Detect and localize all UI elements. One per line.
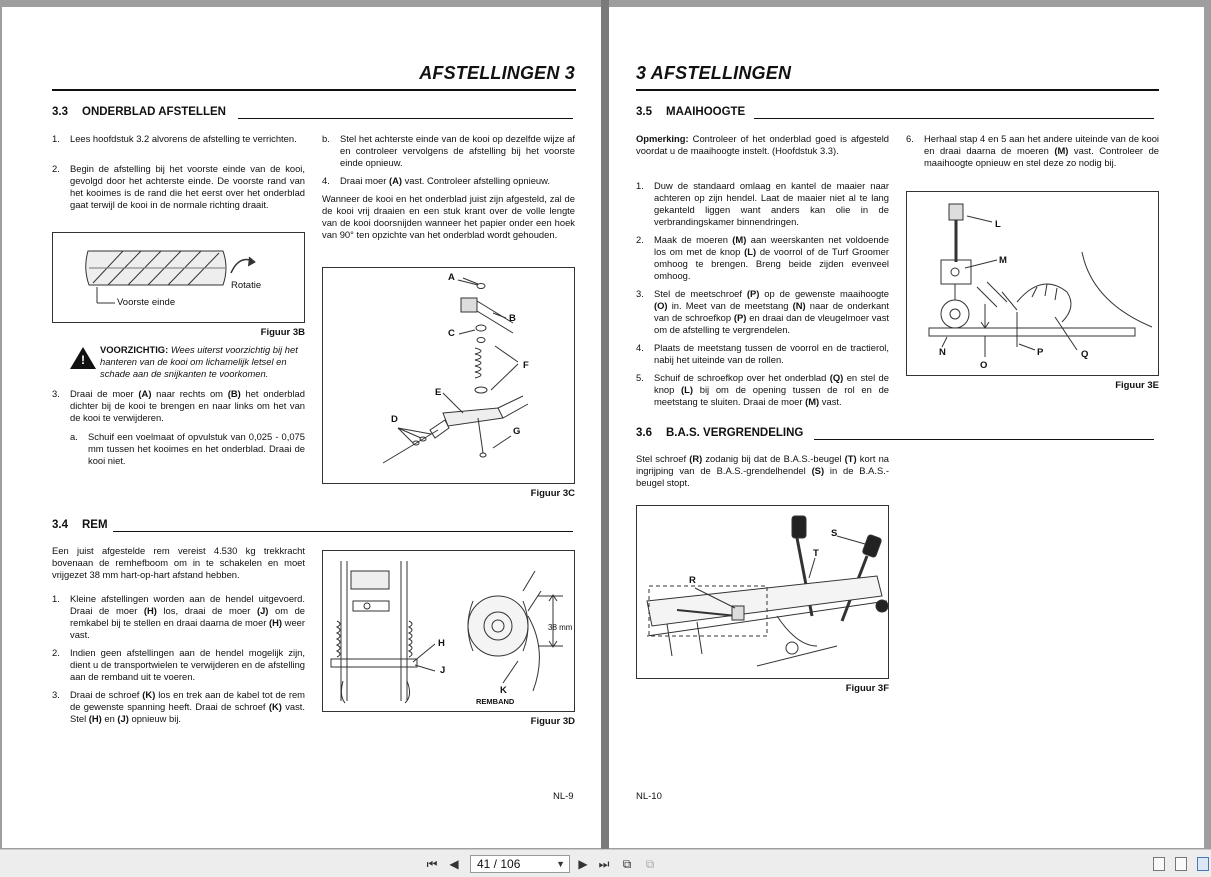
label-front-end: Voorste einde bbox=[117, 297, 176, 308]
fit-page-icon[interactable]: ⧉ bbox=[645, 857, 655, 871]
label-rotation: Rotatie bbox=[231, 280, 262, 291]
label-s: S bbox=[831, 528, 838, 539]
header-rule bbox=[52, 89, 576, 91]
page-gutter bbox=[601, 0, 609, 849]
figure-caption: Figuur 3B bbox=[260, 327, 305, 338]
figure-caption: Figuur 3F bbox=[845, 683, 889, 694]
label-e: E bbox=[435, 387, 442, 398]
list-item: 2. Indien geen afstellingen aan de hendel mogelijk zijn, dient u de transportwielen te verwijderen en de afstelling aan de remband uit te voeren. bbox=[52, 647, 305, 682]
label-a: A bbox=[448, 272, 455, 283]
list-item: 2. Begin de afstelling bij het voorste einde van de kooi, gevolgd door het achterste einde. De voorste rand van het kooimes is de rand die het eerst over het onderblad gaat terwijl de kooi in de normale richting draait. bbox=[52, 163, 305, 210]
label-b: B bbox=[509, 313, 516, 324]
viewer-toolbar bbox=[0, 849, 1211, 877]
label-f: F bbox=[523, 360, 529, 371]
header-rule bbox=[636, 89, 1159, 91]
figure-3d bbox=[322, 550, 575, 712]
page-right bbox=[609, 7, 1204, 848]
figure-3e bbox=[906, 191, 1159, 376]
label-g: G bbox=[513, 426, 521, 437]
section-3-3-heading: 3.3 ONDERBLAD AFSTELLEN bbox=[52, 106, 226, 118]
label-p: P bbox=[1037, 347, 1044, 358]
paragraph: Stel schroef (R) zodanig bij dat de B.A.S.-beugel (T) kort na ingrijping van de B.A.S.-grendelhendel (S) in de B.A.S.-beugel stopt. bbox=[636, 453, 890, 488]
section-rule bbox=[814, 439, 1154, 440]
list-item: 3. Draai de moer (A) naar rechts om (B) het onderblad dichter bij de kooi te brengen en naar links om het van de kooi te verwijderen. bbox=[52, 388, 305, 423]
list-item: 1. Lees hoofdstuk 3.2 alvorens de afstelling te verrichten. bbox=[52, 133, 297, 144]
page-number-input[interactable]: 41 / 106 ▼ bbox=[470, 855, 570, 873]
list-item: 2. Maak de moeren (M) aan weerskanten net voldoende los om met de knop (L) de voorrol of de Turf Groomer omhoog te brengen. Breng beide zijden evenveel omhoog. bbox=[636, 234, 889, 281]
previous-page-icon[interactable]: ◀ bbox=[449, 857, 459, 871]
section-rule bbox=[113, 531, 573, 532]
figure-caption: Figuur 3C bbox=[530, 488, 575, 499]
single-page-view-icon[interactable] bbox=[1153, 857, 1165, 871]
last-page-icon[interactable]: ⏭ bbox=[598, 857, 610, 871]
list-item: a. Schuif een voelmaat of opvulstuk van 0,025 - 0,075 mm tussen het kooimes en het onderblad. Draai de kooi niet. bbox=[70, 431, 305, 466]
page-header: AFSTELLINGEN 3 bbox=[419, 63, 575, 83]
list-item: 6. Herhaal stap 4 en 5 aan het andere uiteinde van de kooi en draai daarna de moeren (M) vast. Controleer de maaihoogte opnieuw en stel deze zo nodig bij. bbox=[906, 133, 1159, 168]
page-number: NL-10 bbox=[636, 791, 662, 802]
label-l: L bbox=[995, 219, 1001, 230]
label-j: J bbox=[440, 665, 446, 676]
paragraph: Een juist afgestelde rem vereist 4.530 kg trekkracht bovenaan de remhefboom om in te schakelen en moet vrijgezet 38 mm hart-op-hart afstand hebben. bbox=[52, 545, 305, 580]
bedknife-adjuster-illustration bbox=[323, 268, 574, 483]
label-d: D bbox=[391, 414, 398, 425]
label-q: Q bbox=[1081, 349, 1089, 360]
page-header: 3 AFSTELLINGEN bbox=[636, 63, 792, 83]
caution-notice: ! VOORZICHTIG: Wees uiterst voorzichtig bij het hanteren van de kooi om lichamelijk letsel en schade aan de snijkanten te voorkomen. bbox=[70, 344, 305, 380]
list-item: 4. Plaats de meetstang tussen de voorrol en de tractierol, nabij het uiteinde van de rollen. bbox=[636, 342, 889, 365]
label-t: T bbox=[813, 548, 819, 559]
next-page-icon[interactable]: ▶ bbox=[578, 857, 588, 871]
label-brake-band: REMBAND bbox=[476, 697, 515, 706]
continuous-view-icon[interactable] bbox=[1175, 857, 1187, 871]
list-item: 3. Draai de schroef (K) los en trek aan de kabel tot de rem de gewenste spanning heeft. Draai de schroef (K) vast. Stel (H) en (J) opnieuw bij. bbox=[52, 689, 305, 724]
list-item: 5. Schuif de schroefkop over het onderblad (Q) en stel de knop (L) bij om de opening tussen de rol en de meetstang te sluiten. Draai de moer (M) vast. bbox=[636, 372, 889, 407]
list-item: b. Stel het achterste einde van de kooi op dezelfde wijze af en controleer vervolgens de afstelling bij het voorste einde opnieuw. bbox=[322, 133, 575, 168]
section-3-5-heading: 3.5 MAAIHOOGTE bbox=[636, 106, 746, 118]
first-page-icon[interactable]: ⏮ bbox=[426, 857, 438, 871]
label-o: O bbox=[980, 360, 988, 371]
label-k: K bbox=[500, 685, 507, 696]
section-rule bbox=[238, 118, 573, 119]
label-h: H bbox=[438, 638, 445, 649]
label-r: R bbox=[689, 575, 696, 586]
bas-latch-illustration bbox=[637, 506, 888, 678]
section-rule bbox=[754, 118, 1154, 119]
note-paragraph: Opmerking: Controleer of het onderblad goed is afgesteld voordat u de maaihoogte instelt. (Hoofdstuk 3.3). bbox=[636, 133, 889, 156]
list-item: 4. Draai moer (A) vast. Controleer afstelling opnieuw. bbox=[322, 175, 550, 186]
reel-illustration bbox=[53, 233, 304, 322]
figure-3b bbox=[52, 232, 305, 323]
section-3-4-heading: 3.4 REM bbox=[52, 519, 108, 531]
paragraph: Wanneer de kooi en het onderblad juist zijn afgesteld, zal de de kooi vrij draaien en een stuk krant over de volle lengte van de kooi doorsnijden wanneer het papier onder een hoek van 90° ten opzichte van het onderblad wordt gehouden. bbox=[322, 193, 575, 240]
page-left bbox=[2, 7, 601, 848]
figure-3f bbox=[636, 505, 889, 679]
label-38mm: 38 mm bbox=[548, 623, 573, 632]
section-3-6-heading: 3.6 B.A.S. VERGRENDELING bbox=[636, 427, 804, 439]
figure-3c bbox=[322, 267, 575, 484]
list-item: 3. Stel de meetschroef (P) op de gewenste maaihoogte (O) in. Meet van de meetstang (N) naar de onderkant van de schroefkop (P) en draai dan de vleugelmoer vast om de afstelling te vergrendelen. bbox=[636, 288, 890, 335]
page-number: NL-9 bbox=[553, 791, 574, 802]
brake-illustration bbox=[323, 551, 574, 711]
label-n: N bbox=[939, 347, 946, 358]
figure-caption: Figuur 3E bbox=[1115, 380, 1159, 391]
label-c: C bbox=[448, 328, 455, 339]
list-item: 1. Kleine afstellingen worden aan de hendel uitgevoerd. Draai de moer (H) los, draai de moer (J) om de remkabel bij te stellen en draai daarna de moer (H) weer vast. bbox=[52, 593, 305, 640]
label-m: M bbox=[999, 255, 1007, 266]
chevron-down-icon[interactable]: ▼ bbox=[556, 859, 565, 869]
list-item: 1. Duw de standaard omlaag en kantel de maaier naar achteren op zijn hendel. Laat de maaier niet al te lang gekanteld liggen want anders kan olie in de verbrandingskamer binnendringen. bbox=[636, 180, 889, 227]
rotate-view-icon[interactable]: ⧉ bbox=[622, 857, 632, 871]
figure-caption: Figuur 3D bbox=[530, 716, 575, 727]
two-page-view-icon[interactable] bbox=[1197, 857, 1209, 871]
